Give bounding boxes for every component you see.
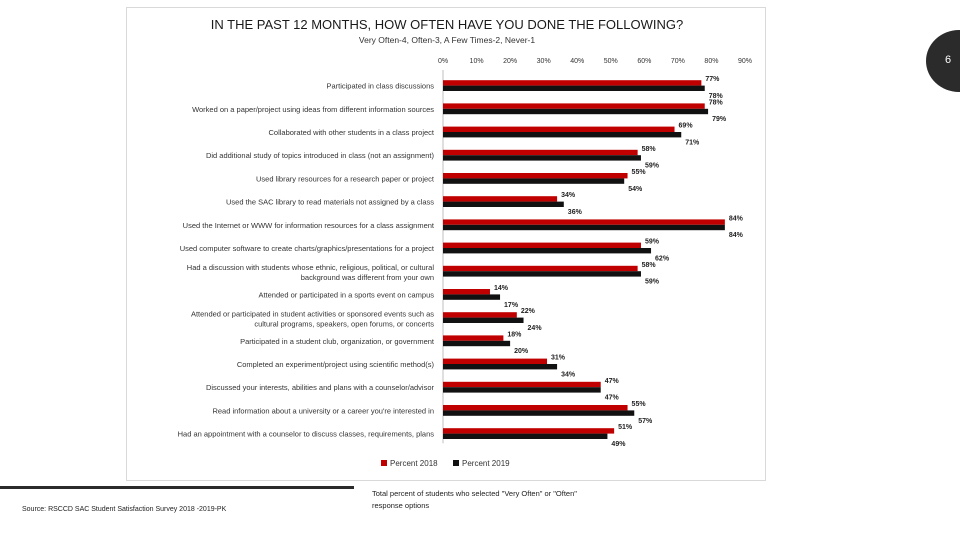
x-tick-label: 30% <box>536 58 551 65</box>
bar-2018 <box>443 289 490 294</box>
x-tick-label: 40% <box>570 58 585 65</box>
bar-2018 <box>443 127 675 132</box>
bar-2019 <box>443 434 607 439</box>
x-tick-label: 20% <box>503 58 518 65</box>
source-note: Source: RSCCD SAC Student Satisfaction Survey 2018 -2019-PK <box>22 506 227 513</box>
value-label-2018: 78% <box>708 99 723 107</box>
footer-rule <box>0 486 354 489</box>
value-label-2019: 71% <box>685 139 700 147</box>
chart-title: IN THE PAST 12 MONTHS, HOW OFTEN HAVE YOU DONE THE FOLLOWING? <box>210 17 684 32</box>
category-label: Attended or participated in a sports event on campus <box>258 290 434 300</box>
bar-2018 <box>443 80 701 85</box>
legend-label-2019: Percent 2019 <box>462 459 510 468</box>
value-label-2018: 77% <box>705 76 720 84</box>
x-tick-label: 80% <box>704 58 719 65</box>
bar-2019 <box>443 294 500 299</box>
value-label-2018: 58% <box>641 261 656 269</box>
category-label: Worked on a paper/project using ideas from different information sources <box>192 104 434 114</box>
x-tick-label: 60% <box>637 58 652 65</box>
value-label-2019: 84% <box>728 232 743 240</box>
value-label-2019: 78% <box>708 93 723 100</box>
category-label: Read information about a university or a career you're interested in <box>212 406 434 416</box>
bar-2019 <box>443 86 705 91</box>
page-number-badge <box>926 30 960 92</box>
category-label: Discussed your interests, abilities and plans with a counselor/advisor <box>205 383 434 393</box>
bar-2019 <box>443 202 564 207</box>
value-label-2019: 49% <box>611 441 626 448</box>
x-tick-label: 70% <box>670 58 685 65</box>
chart-frame <box>126 7 766 481</box>
category-label: Used the Internet or WWW for information resources for a class assignment <box>182 220 434 230</box>
value-label-2018: 55% <box>631 169 646 176</box>
value-label-2018: 51% <box>618 424 633 432</box>
category-label: cultural programs, speakers, open forums, or concerts <box>254 319 434 329</box>
category-label: Did additional study of topics introduced in class (not an assignment) <box>205 151 434 161</box>
category-label: Had an appointment with a counselor to discuss classes, requirements, plans <box>177 429 434 439</box>
value-label-2018: 34% <box>561 192 576 200</box>
page-number: 6 <box>945 54 952 66</box>
bar-2019 <box>443 248 651 253</box>
x-tick-label: 0% <box>437 58 449 65</box>
category-label: Had a discussion with students whose ethnic, religious, political, or cultural <box>186 263 434 273</box>
bar-2018 <box>443 173 628 178</box>
category-label: Attended or participated in student activities or sponsored events such as <box>190 309 434 319</box>
bar-2018 <box>443 196 557 201</box>
bar-2019 <box>443 410 634 415</box>
bar-2018 <box>443 103 705 108</box>
value-label-2018: 14% <box>493 285 508 292</box>
category-label: Collaborated with other students in a class project <box>268 128 434 137</box>
legend-swatch-2018 <box>381 460 387 466</box>
category-label: Used library resources for a research paper or project <box>256 174 434 184</box>
bar-2018 <box>443 382 601 387</box>
value-label-2018: 59% <box>644 238 659 246</box>
legend-label-2018: Percent 2018 <box>390 459 438 468</box>
value-label-2019: 17% <box>504 301 519 309</box>
value-label-2018: 69% <box>678 122 693 130</box>
value-label-2019: 24% <box>527 325 542 332</box>
bar-2018 <box>443 219 725 224</box>
response-note: Total percent of students who selected "Very Often" or "Often" response options <box>372 489 577 510</box>
bar-2019 <box>443 225 725 230</box>
category-label: background was different from your own <box>300 273 434 283</box>
bar-chart <box>127 8 765 480</box>
value-label-2019: 57% <box>638 417 653 425</box>
bar-2018 <box>443 359 547 364</box>
bar-2019 <box>443 132 681 137</box>
value-label-2018: 22% <box>520 308 535 316</box>
bar-2018 <box>443 312 517 317</box>
x-tick-label: 90% <box>737 58 753 65</box>
category-label: Used computer software to create charts/graphics/presentations for a project <box>179 244 434 253</box>
value-label-2019: 62% <box>655 255 670 263</box>
bar-2019 <box>443 271 641 276</box>
bar-2019 <box>443 364 557 369</box>
value-label-2019: 34% <box>561 371 576 379</box>
bar-2019 <box>443 155 641 160</box>
value-label-2019: 54% <box>628 185 643 193</box>
value-label-2019: 79% <box>712 116 727 124</box>
bar-2019 <box>443 341 510 346</box>
category-label: Participated in class discussions <box>326 81 434 91</box>
bar-2018 <box>443 428 614 433</box>
x-tick-label: 50% <box>603 58 618 65</box>
category-label: Completed an experiment/project using scientific method(s) <box>236 360 434 369</box>
value-label-2018: 84% <box>728 215 743 223</box>
bar-2018 <box>443 266 638 271</box>
category-label: Used the SAC library to read materials not assigned by a class <box>225 197 434 207</box>
bar-2018 <box>443 243 641 248</box>
bar-2018 <box>443 335 503 340</box>
x-tick-label: 10% <box>469 58 484 65</box>
bar-2018 <box>443 150 638 155</box>
legend-swatch-2019 <box>453 460 459 466</box>
bar-2019 <box>443 109 708 114</box>
value-label-2018: 31% <box>551 354 566 362</box>
value-label-2019: 59% <box>644 162 659 170</box>
value-label-2018: 18% <box>507 331 522 339</box>
bar-2019 <box>443 178 624 183</box>
category-label: Participated in a student club, organization, or government <box>240 336 434 346</box>
value-label-2019: 59% <box>644 278 659 286</box>
value-label-2019: 36% <box>567 209 582 216</box>
bar-2018 <box>443 405 628 410</box>
value-label-2019: 47% <box>604 394 619 402</box>
bar-2019 <box>443 318 524 323</box>
value-label-2018: 55% <box>631 401 646 408</box>
chart-subtitle: Very Often-4, Often-3, A Few Times-2, Never-1 <box>358 35 536 45</box>
bar-2019 <box>443 387 601 392</box>
value-label-2019: 20% <box>514 348 529 356</box>
value-label-2018: 47% <box>604 377 619 385</box>
value-label-2018: 58% <box>641 145 656 153</box>
